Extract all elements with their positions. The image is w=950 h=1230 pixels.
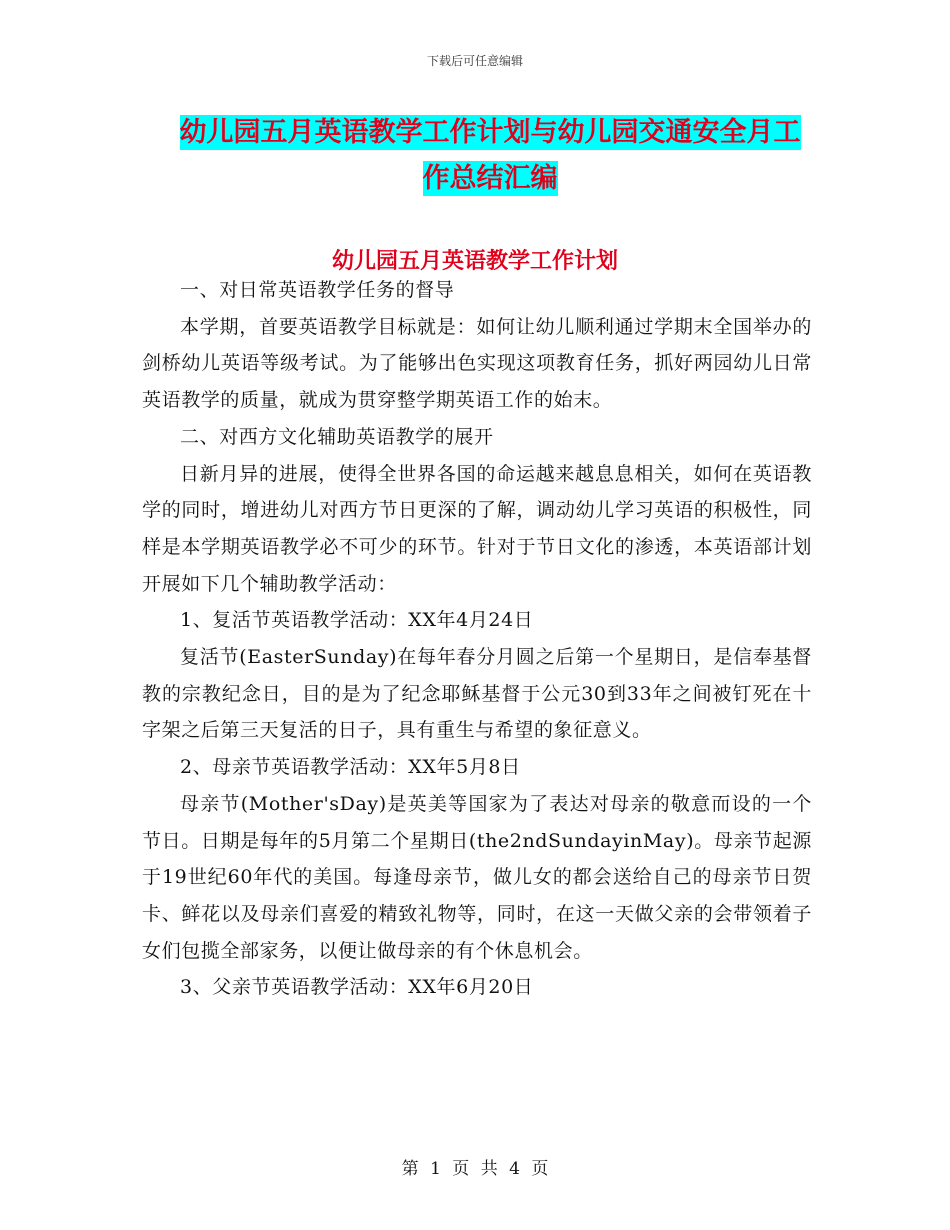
activity-heading: 1、复活节英语教学活动：XX年4月24日 — [180, 609, 534, 632]
document-title-line-1: 幼儿园五月英语教学工作计划与幼儿园交通安全月工 — [179, 117, 801, 148]
section-title: 幼儿园五月英语教学工作计划 — [331, 248, 618, 274]
activity-heading: 2、母亲节英语教学活动：XX年5月8日 — [180, 756, 521, 779]
page-footer: 第 1 页 共 4 页 — [401, 1159, 549, 1179]
document-title — [140, 110, 840, 202]
paragraph: 复活节(EasterSunday)在每年春分月圆之后第一个星期日，是信奉基督教的宗教纪念日，目的是为了纪念耶稣基督于公元30到33年之间被钉死在十字架之后第三天复活的日子，具有重生与希望的象征意义。 — [142, 646, 812, 742]
paragraph: 母亲节(Mother'sDay)是英美等国家为了表达对母亲的敬意而设的一个节日。日期是每年的5月第二个星期日(the2ndSundayinMay)。母亲节起源于19世纪60年代的美国。每逢母亲节，做儿女的都会送给自己的母亲节日贺卡、鲜花以及母亲们喜爱的精致礼物等，同时，在这一天做父亲的会带领着子女们包揽全部家务，以便让做母亲的有个休息机会。 — [142, 792, 812, 962]
body-text — [142, 272, 812, 1006]
header-note: 下载后可任意编辑 — [426, 54, 523, 68]
paragraph: 日新月异的进展，使得全世界各国的命运越来越息息相关，如何在英语教学的同时，增进幼儿对西方节日更深的了解，调动幼儿学习英语的积极性，同样是本学期英语教学必不可少的环节。针对于节日文化的渗透，本英语部计划开展如下几个辅助教学活动： — [142, 462, 812, 595]
heading-2: 二、对西方文化辅助英语教学的展开 — [180, 425, 494, 448]
document-title-line-2: 作总结汇编 — [422, 163, 558, 194]
heading-1: 一、对日常英语教学任务的督导 — [180, 279, 455, 301]
paragraph: 本学期，首要英语教学目标就是：如何让幼儿顺利通过学期末全国举办的剑桥幼儿英语等级考试。为了能够出色实现这项教育任务，抓好两园幼儿日常英语教学的质量，就成为贯穿整学期英语工作的始末。 — [142, 315, 812, 412]
activity-heading: 3、父亲节英语教学活动：XX年6月20日 — [180, 976, 534, 999]
